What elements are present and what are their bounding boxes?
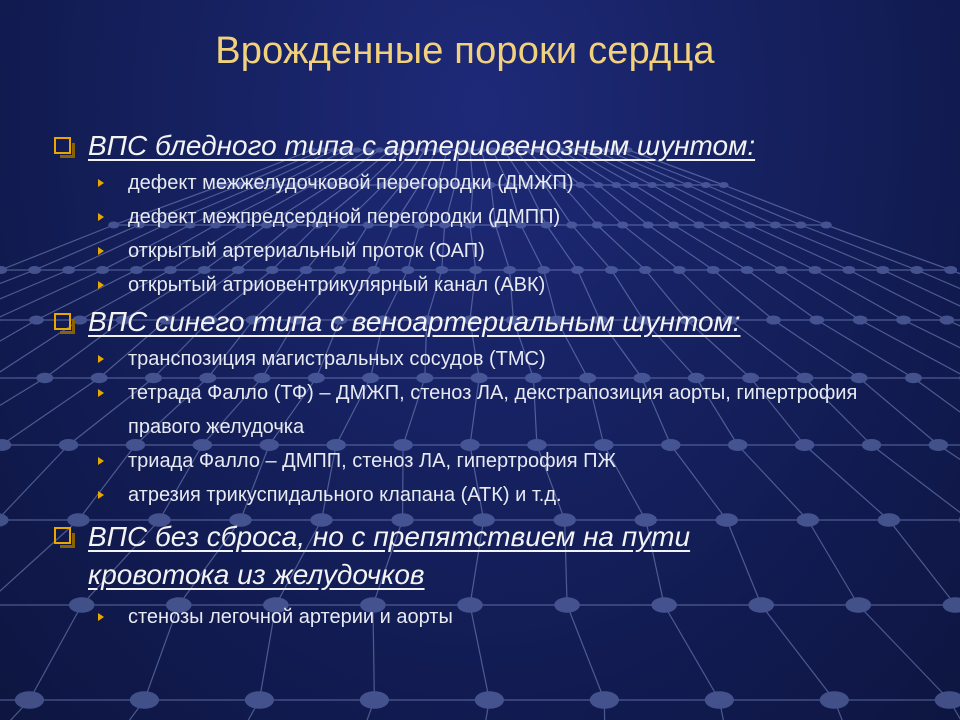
list-item <box>98 342 932 376</box>
section-items <box>52 600 932 634</box>
list-item-text: триада Фалло – ДМПП, стеноз ЛА, гипертрофия ПЖ <box>128 450 616 472</box>
section-heading <box>52 304 932 340</box>
section-heading <box>52 518 828 594</box>
arrow-bullet-icon <box>98 613 104 621</box>
list-item-text: транспозиция магистральных сосудов (ТМС) <box>128 348 546 370</box>
list-item <box>98 234 932 268</box>
checkbox-bullet-icon <box>54 527 71 544</box>
list-item <box>98 478 932 512</box>
section-no-shunt <box>52 518 932 634</box>
section-items <box>52 342 932 512</box>
section-heading-text: ВПС синего типа с веноартериальным шунтом: <box>88 306 741 337</box>
arrow-bullet-icon <box>98 247 104 255</box>
list-item-text: открытый атриовентрикулярный канал (АВК) <box>128 274 546 296</box>
arrow-bullet-icon <box>98 355 104 363</box>
section-pale-type <box>52 128 932 302</box>
arrow-bullet-icon <box>98 457 104 465</box>
list-item-text: дефект межпредсердной перегородки (ДМПП) <box>128 206 561 228</box>
arrow-bullet-icon <box>98 213 104 221</box>
arrow-bullet-icon <box>98 389 104 397</box>
list-item <box>98 268 932 302</box>
list-item <box>98 600 932 634</box>
section-items <box>52 166 932 302</box>
list-item-text: тетрада Фалло (ТФ) – ДМЖП, стеноз ЛА, декстрапозиция аорты, гипертрофия правого желудочка <box>128 382 858 438</box>
section-heading-text: ВПС без сброса, но с препятствием на пути кровотока из желудочков <box>88 521 691 590</box>
arrow-bullet-icon <box>98 281 104 289</box>
list-item <box>98 444 932 478</box>
slide-title: Врожденные пороки сердца <box>215 30 715 72</box>
list-item-text: дефект межжелудочковой перегородки (ДМЖП) <box>128 172 574 194</box>
section-heading-text: ВПС бледного типа с артериовенозным шунтом: <box>88 130 756 161</box>
checkbox-bullet-icon <box>54 137 71 154</box>
list-item <box>98 200 932 234</box>
arrow-bullet-icon <box>98 179 104 187</box>
section-heading <box>52 128 932 164</box>
list-item-text: атрезия трикуспидального клапана (АТК) и т.д. <box>128 484 562 506</box>
slide-content <box>52 128 932 634</box>
list-item-text: открытый артериальный проток (ОАП) <box>128 240 485 262</box>
list-item-text: стенозы легочной артерии и аорты <box>128 606 453 628</box>
list-item <box>98 376 932 444</box>
list-item <box>98 166 932 200</box>
checkbox-bullet-icon <box>54 313 71 330</box>
section-blue-type <box>52 304 932 512</box>
arrow-bullet-icon <box>98 491 104 499</box>
